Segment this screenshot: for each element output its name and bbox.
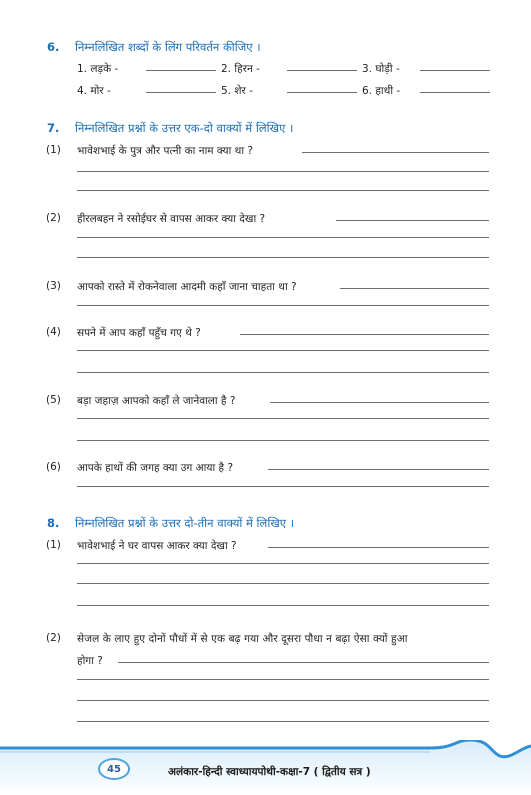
answer-line[interactable] — [420, 70, 490, 71]
footer-book-title: अलंकार-हिन्दी स्वाध्यायपोथी-कक्षा-7 ( द्वितीय सत्र ) — [168, 766, 371, 778]
question-text-continued: होगा ? — [77, 655, 103, 667]
gender-item-3: 3. घोड़ी - — [362, 63, 400, 75]
section-8-number: 8. — [47, 516, 60, 530]
section-8-title: निम्नलिखित प्रश्नों के उत्तर दो-तीन वाक्यों में लिखिए । — [75, 516, 295, 530]
answer-line[interactable] — [268, 469, 489, 470]
answer-line[interactable] — [336, 220, 489, 221]
answer-line[interactable] — [77, 305, 489, 306]
answer-line[interactable] — [287, 70, 357, 71]
question-number: (4) — [46, 326, 61, 338]
question-text: सेजल के लाए हुए दोनों पौधों में से एक बढ़ गया और दूसरा पौधा न बढ़ा ऐसा क्यों हुआ — [77, 633, 408, 645]
page-number-badge — [98, 758, 130, 780]
question-number: (3) — [46, 280, 61, 292]
question-number: (2) — [46, 212, 61, 224]
answer-line[interactable] — [77, 350, 489, 351]
answer-line[interactable] — [287, 92, 357, 93]
gender-item-4: 4. मोर - — [77, 85, 111, 97]
answer-line[interactable] — [77, 372, 489, 373]
answer-line[interactable] — [77, 605, 489, 606]
question-text: सपने में आप कहाँ पहुँच गए थे ? — [77, 327, 201, 339]
section-6-title: निम्नलिखित शब्दों के लिंग परिवर्तन कीजिए । — [75, 40, 261, 54]
answer-line[interactable] — [77, 721, 489, 722]
answer-line[interactable] — [77, 486, 489, 487]
question-text: भावेशभाई ने घर वापस आकर क्या देखा ? — [77, 540, 237, 552]
answer-line[interactable] — [77, 679, 489, 680]
answer-line[interactable] — [340, 288, 489, 289]
page-number: 45 — [107, 763, 121, 775]
answer-line[interactable] — [77, 563, 489, 564]
question-text: आपको रास्ते में रोकनेवाला आदमी कहाँ जाना चाहता था ? — [77, 281, 297, 293]
section-7-title: निम्नलिखित प्रश्नों के उत्तर एक-दो वाक्यों में लिखिए । — [75, 121, 294, 135]
question-text: भावेशभाई के पुत्र और पत्नी का नाम क्या था ? — [77, 145, 254, 157]
answer-line[interactable] — [77, 440, 489, 441]
gender-item-5: 5. शेर - — [221, 85, 253, 97]
question-text: हीरलबहन ने रसोईघर से वापस आकर क्या देखा ? — [77, 213, 266, 225]
question-text: बड़ा जहाज़ आपको कहाँ ले जानेवाला है ? — [77, 395, 236, 407]
question-number: (1) — [46, 144, 61, 156]
answer-line[interactable] — [270, 402, 489, 403]
answer-line[interactable] — [146, 92, 216, 93]
answer-line[interactable] — [268, 547, 489, 548]
question-number: (1) — [46, 539, 61, 551]
answer-line[interactable] — [240, 334, 489, 335]
question-number: (2) — [46, 632, 61, 644]
answer-line[interactable] — [77, 237, 489, 238]
answer-line[interactable] — [420, 92, 490, 93]
gender-item-6: 6. हाथी - — [362, 85, 401, 97]
question-text: आपके हाथों की जगह क्या उग आया है ? — [77, 462, 234, 474]
question-number: (5) — [46, 394, 61, 406]
question-number: (6) — [46, 461, 61, 473]
answer-line[interactable] — [77, 418, 489, 419]
answer-line[interactable] — [77, 257, 489, 258]
answer-line[interactable] — [77, 583, 489, 584]
answer-line[interactable] — [118, 662, 489, 663]
section-6-number: 6. — [47, 40, 60, 54]
gender-item-2: 2. हिरन - — [221, 63, 260, 75]
gender-item-1: 1. लड़के - — [77, 63, 119, 75]
answer-line[interactable] — [77, 171, 489, 172]
answer-line[interactable] — [77, 700, 489, 701]
answer-line[interactable] — [77, 190, 489, 191]
section-7-number: 7. — [47, 121, 60, 135]
answer-line[interactable] — [146, 70, 216, 71]
answer-line[interactable] — [302, 152, 489, 153]
